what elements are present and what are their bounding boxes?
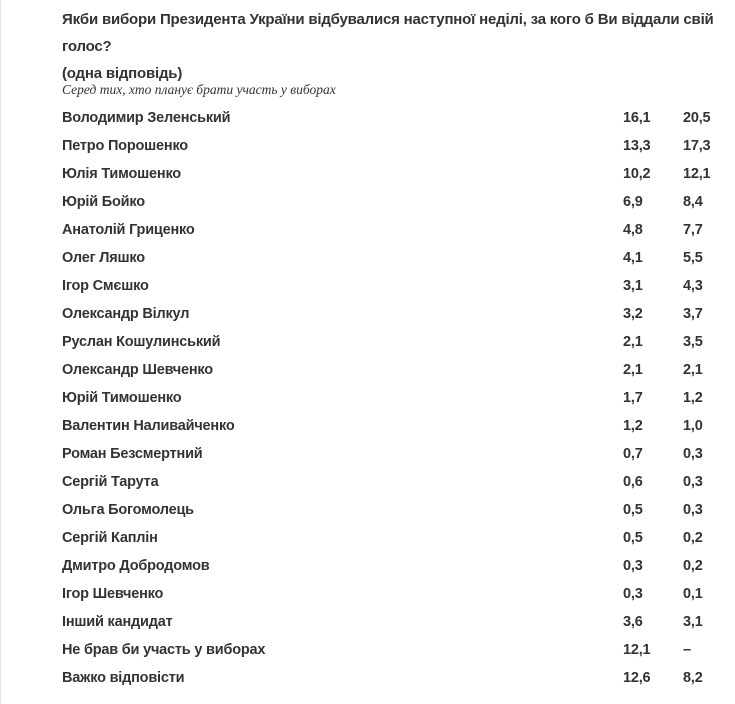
table-row: [62, 300, 722, 328]
candidate-name: Валентин Наливайченко: [62, 418, 235, 434]
value-all-respondents: 13,3: [623, 138, 651, 154]
candidate-name: Роман Безсмертний: [62, 446, 203, 462]
table-row: [62, 356, 722, 384]
table-row: [62, 440, 722, 468]
candidate-name: Олег Ляшко: [62, 250, 145, 266]
candidate-name: Юрій Тимошенко: [62, 390, 182, 406]
value-all-respondents: 16,1: [623, 110, 651, 126]
table-row: [62, 636, 722, 664]
table-row: [62, 580, 722, 608]
value-all-respondents: 0,7: [623, 446, 643, 462]
value-all-respondents: 4,1: [623, 250, 643, 266]
table-row: [62, 384, 722, 412]
value-voters: 5,5: [683, 250, 703, 266]
candidate-name: Олександр Шевченко: [62, 362, 213, 378]
candidate-name: Руслан Кошулинський: [62, 334, 221, 350]
value-voters: 1,0: [683, 418, 703, 434]
candidate-name: Інший кандидат: [62, 614, 173, 630]
table-row: [62, 608, 722, 636]
table-row: [62, 468, 722, 496]
candidate-name: Володимир Зеленський: [62, 110, 231, 126]
candidate-name: Сергій Каплін: [62, 530, 158, 546]
value-voters: 0,2: [683, 530, 703, 546]
value-all-respondents: 0,3: [623, 558, 643, 574]
table-subtitle: Серед тих, хто планує брати участь у виборах: [62, 82, 336, 97]
value-voters: 2,1: [683, 362, 703, 378]
value-all-respondents: 0,5: [623, 530, 643, 546]
value-all-respondents: 3,6: [623, 614, 643, 630]
candidate-name: Не брав би участь у виборах: [62, 642, 266, 658]
value-voters: 8,4: [683, 194, 703, 210]
candidate-name: Ігор Шевченко: [62, 586, 164, 602]
candidate-name: Юрій Бойко: [62, 194, 145, 210]
table-row: [62, 496, 722, 524]
value-voters: 20,5: [683, 110, 711, 126]
value-voters: 1,2: [683, 390, 703, 406]
question-note: (одна відповідь): [62, 65, 183, 82]
table-row: [62, 412, 722, 440]
value-all-respondents: 12,1: [623, 642, 651, 658]
table-row: [62, 244, 722, 272]
candidate-name: Ігор Смєшко: [62, 278, 149, 294]
value-voters: 8,2: [683, 670, 703, 686]
value-voters: 0,3: [683, 446, 703, 462]
value-voters: 3,7: [683, 306, 703, 322]
value-voters: 3,5: [683, 334, 703, 350]
value-all-respondents: 1,2: [623, 418, 643, 434]
value-all-respondents: 2,1: [623, 362, 643, 378]
value-all-respondents: 6,9: [623, 194, 643, 210]
value-all-respondents: 1,7: [623, 390, 643, 406]
value-voters: 7,7: [683, 222, 703, 238]
candidate-name: Петро Порошенко: [62, 138, 188, 154]
value-all-respondents: 0,3: [623, 586, 643, 602]
table-row: [62, 664, 722, 692]
results-table: [62, 104, 722, 692]
candidate-name: Анатолій Гриценко: [62, 222, 195, 238]
value-all-respondents: 2,1: [623, 334, 643, 350]
value-voters: 4,3: [683, 278, 703, 294]
value-voters: 0,3: [683, 502, 703, 518]
table-row: [62, 328, 722, 356]
table-row: [62, 160, 722, 188]
value-all-respondents: 4,8: [623, 222, 643, 238]
candidate-name: Важко відповісти: [62, 670, 185, 686]
value-voters: 0,3: [683, 474, 703, 490]
table-row: [62, 216, 722, 244]
value-voters: –: [683, 642, 691, 658]
value-voters: 0,1: [683, 586, 703, 602]
value-all-respondents: 0,6: [623, 474, 643, 490]
value-all-respondents: 10,2: [623, 166, 651, 182]
value-voters: 0,2: [683, 558, 703, 574]
candidate-name: Сергій Тарута: [62, 474, 159, 490]
left-divider: [0, 0, 1, 704]
value-voters: 12,1: [683, 166, 711, 182]
question-text: Якби вибори Президента України відбувалися наступної неділі, за кого б Ви віддали свій голос?: [62, 11, 714, 55]
table-row: [62, 132, 722, 160]
question-title: [62, 6, 722, 87]
value-all-respondents: 12,6: [623, 670, 651, 686]
candidate-name: Юлія Тимошенко: [62, 166, 181, 182]
value-all-respondents: 0,5: [623, 502, 643, 518]
value-all-respondents: 3,2: [623, 306, 643, 322]
value-all-respondents: 3,1: [623, 278, 643, 294]
candidate-name: Дмитро Добродомов: [62, 558, 210, 574]
candidate-name: Ольга Богомолець: [62, 502, 194, 518]
table-row: [62, 552, 722, 580]
table-row: [62, 188, 722, 216]
value-voters: 3,1: [683, 614, 703, 630]
table-row: [62, 272, 722, 300]
table-row: [62, 104, 722, 132]
value-voters: 17,3: [683, 138, 711, 154]
table-row: [62, 524, 722, 552]
candidate-name: Олександр Вілкул: [62, 306, 190, 322]
